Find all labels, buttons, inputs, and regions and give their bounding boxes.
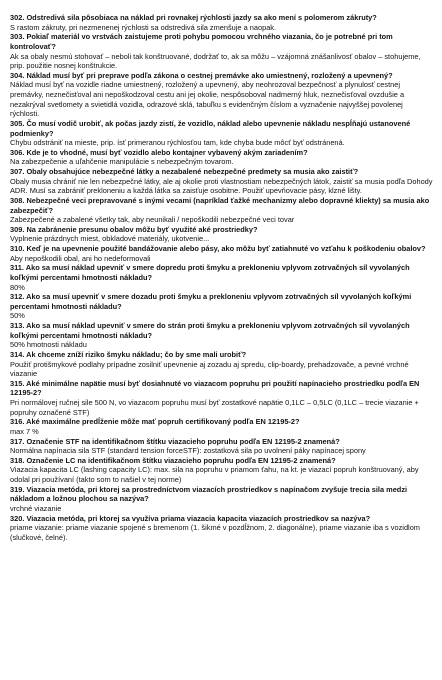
answer-text: Aby nepoškodili obal, ani ho nedeformovali: [10, 253, 151, 263]
qa-item: [10, 485, 433, 514]
question-text: 309. Na zabránenie presunu obalov môžu byť využité aké prostriedky?: [10, 224, 258, 234]
qa-item: [10, 437, 433, 456]
qa-item: [10, 456, 433, 485]
answer-text: Na zabezpečenie a uľahčenie manipulácie s nebezpečným tovarom.: [10, 157, 234, 167]
qa-item: [10, 321, 433, 350]
qa-item: [10, 32, 433, 71]
question-text: 302. Odstredivá sila pôsobiaca na náklad pri rovnakej rýchlosti jazdy sa ako mení s polomerom zákruty?: [10, 13, 377, 22]
question-text: 311. Ako sa musí náklad upevniť v smere dopredu proti šmyku a prekloneniu vplyvom zotrvačných síl vyvolaných koľkými percentami hmotnosti nákladu?: [10, 263, 410, 282]
question-text: 304. Náklad musí byť pri preprave podľa zákona o cestnej premávke ako umiestnený, rozložený a upevnený?: [10, 70, 393, 80]
qa-item: [10, 119, 433, 148]
answer-text: Obaly musia chrániť nie len nebezpečné látky, ale aj okolie proti vlastnostiam nebezpečných látok, zaistiť sa musia podľa Dohody ADR. Musí sa zabrániť prekloneniu a každá látka sa zaisťuje osobitne. Použiť upevňovacie pásy, klzné lišty.: [10, 176, 433, 196]
question-text: 308. Nebezpečné veci prepravované s inými vecami (napríklad ťažké mechanizmy alebo dopravné kliekty) sa musia ako zabezpečiť?: [10, 195, 430, 215]
answer-text: Použiť protišmykové podlahy prípadne zosilniť upevnenie aj zozadu aj spredu, clip-boardy, prehadzovače, a pevné vrchné viazanie: [10, 359, 409, 379]
question-text: 320. Viazacia metóda, pri ktorej sa využíva priama viazacia kapacita viazacích prostriedkov sa nazýva?: [10, 513, 371, 523]
answer-text: priame viazanie: priame viazanie spojené s bremenom (1. šikmé v pozdĺžnom, 2. diagonálne), priame viazanie iba s vozidlom (slučkové, čelné).: [10, 523, 420, 542]
answer-text: Ak sa obaly nesmú stohovať – neboli tak konštruované, dodržať to, ak sa môžu – vzájomná znášanlivosť obalov – stohujeme, prip. použitie nosnej konštrukcie.: [10, 51, 421, 71]
answer-text: 50% hmotnosti nákladu: [10, 340, 87, 350]
question-text: 317. Označenie STF na identifikačnom štítku viazacieho popruhu podľa EN 12195-2 znamená?: [10, 436, 340, 446]
answer-text: max 7 %: [10, 426, 39, 436]
qa-item: [10, 13, 433, 32]
question-text: 305. Čo musí vodič urobiť, ak počas jazdy zistí, že vozidlo, náklad alebo upevnenie nákladu nespĺňajú ustanovené podmienky?: [10, 118, 411, 138]
question-text: 316. Aké maximálne predĺženie môže mať popruh certifikovaný podľa EN 12195-2?: [10, 417, 300, 427]
answer-text: Vyplnenie prázdnych miest, obkladové materiály, ukotvenie...: [10, 234, 210, 244]
answer-text: Zabezpečené a zabalené všetky tak, aby neunikali / nepoškodili nebezpečné veci tovar: [10, 215, 295, 225]
question-text: 303. Pokiaľ materiál vo vrstvách zaistujeme proti pohybu pomocou vrchného viazania, čo je potrebné pri tom kontrolovať?: [10, 32, 393, 51]
question-text: 306. Kde je to vhodné, musí byť vozidlo alebo kontajner vybavený akým zariadením?: [10, 147, 308, 157]
answer-text: vrchné viazanie: [10, 503, 62, 513]
qa-item: [10, 350, 433, 379]
answer-text: Normálna napínacia sila STF (standard tension forceSTF): zostatková sila po uvolnení páky napínacej spony: [10, 446, 366, 456]
qa-item: [10, 244, 433, 263]
qa-item: [10, 417, 433, 436]
question-text: 313. Ako sa musí náklad upevniť v smere do strán proti šmyku a prekloneniu vplyvom zotrvačných síl vyvolaných koľkými percentami hmotnosti nákladu?: [10, 321, 410, 340]
qa-item: [10, 292, 433, 321]
question-text: 310. Keď je na upevnenie použité bandážovanie alebo pásy, ako môžu byť zatiahnuté vo vzťahu k poškodeniu obalov?: [10, 244, 426, 253]
qa-item: [10, 263, 433, 292]
answer-text: 50%: [10, 311, 25, 321]
question-text: 318. Označenie LC na identifikačnom štítku viazacieho popruhu podľa EN 12195-2 znamená?: [10, 455, 336, 465]
answer-text: 80%: [10, 282, 25, 292]
answer-text: S rastom zákruty, pri nezmenenej rýchlosti sa odstredivá sila zmenšuje a naopak.: [10, 22, 277, 32]
qa-item: [10, 514, 433, 543]
answer-text: Pri normálovej ručnej sile 500 N, vo viazacom popruhu musí byť zostatkové napätie 0,1LC – 0,5LC (0,1LC – trecie viazanie + popruhy označené STF): [10, 398, 419, 417]
question-text: 314. Ak chceme zníží riziko šmyku nákladu; čo by sme mali urobiť?: [10, 349, 247, 359]
qa-item: [10, 167, 433, 196]
qa-item: [10, 225, 433, 244]
qa-item: [10, 71, 433, 119]
question-text: 319. Viazacia metóda, pri ktorej sa prostredníctvom viazacích prostriedkov s napínačom zvyšuje trecia sila medzi nákladom a ložnou plochou sa nazýva?: [10, 484, 408, 504]
qa-item: [10, 379, 433, 418]
question-text: 312. Ako sa musí upevniť v smere dozadu proti šmyku a prekloneniu vplyvom zotrvačných síl vyvolaných koľkými percentami hmotnosti nákladu?: [10, 292, 412, 311]
answer-text: Chybu odstrániť na mieste, prip. ísť primeranou rýchlosťou tam, kde chyba bude môcť byť odstránená.: [10, 138, 345, 148]
answer-text: Náklad musí byť na vozidle riadne umiestnený, rozložený a upevnený, aby neohrozoval bezpečnosť a plynulosť cestnej premávky, neznečisťoval ani nepoškodzoval cestu ani jej okolie, nespôsoboval nadmerný hluk, neznečisťoval ovzdušie a nezakrýval svetlomety a svietidlá vozidla, odrazové sklá, tabuľku s evidenčným číslom a vyznačenie najvyššej povolenej rýchlosti.: [10, 80, 405, 119]
qa-item: [10, 196, 433, 225]
question-text: 307. Obaly obsahujúce nebezpečné látky a nezabalené nebezpečné predmety sa musia ako zaistiť?: [10, 167, 359, 176]
question-text: 315. Aké minimálne napätie musí byť dosiahnuté vo viazacom popruhu pri použití napínacieho prostriedku podľa EN 12195-2?: [10, 378, 420, 398]
qa-item: [10, 148, 433, 167]
answer-text: Viazacia kapacita LC (lashing capacity LC): max. sila na popruhu v priamom ťahu, na kt. je viazací popruh konštruovaný, aby odolal pri používaní (takto som to našiel v tej norme): [10, 465, 419, 484]
